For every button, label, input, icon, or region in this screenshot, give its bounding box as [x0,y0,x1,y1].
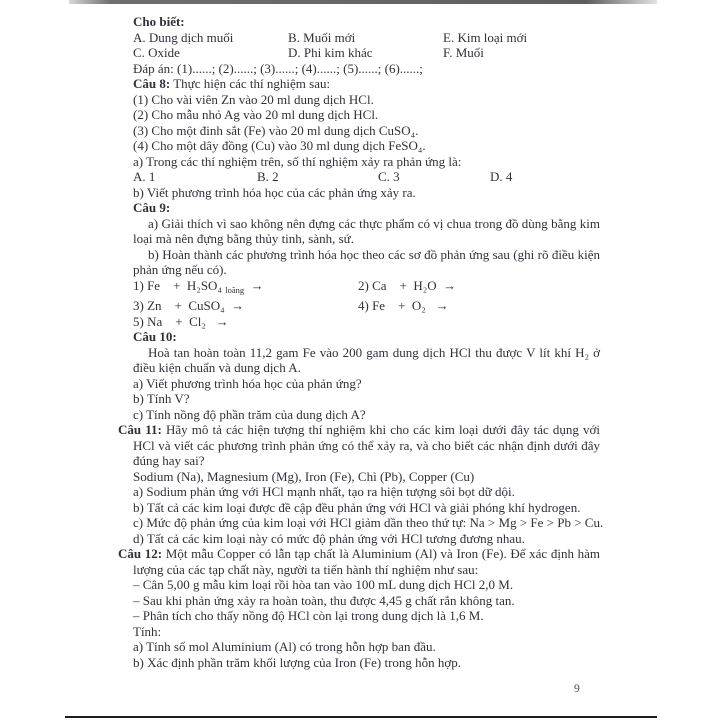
question-9-part-a: a) Giải thích vì sao không nên đựng các thực phẩm có vị chua trong đồ dùng bằng kim loại mà nên đựng bằng thủy tinh, sành, sứ. [133,215,600,246]
question-8-label: Câu 8: [133,76,171,91]
option-c: C. Oxide [133,45,180,60]
question-12-label: Câu 12: [118,546,163,561]
statement-item: a) Sodium phản ứng với HCl mạnh nhất, tạo ra hiện tượng sôi bọt dữ dội. [133,484,515,499]
option-a: A. Dung dịch muối [133,29,234,45]
question-10 [133,329,600,422]
compute-label: Tính: [133,623,162,639]
question-11-title: Hãy mô tả các hiện tượng thí nghiệm khi cho các kim loại dưới đây tác dụng với HCl và viết các phương trình phản ứng có thể xảy ra, và cho biết các nhận định dưới đây đúng hay sai? [133,422,600,468]
question-12-title: Một mẫu Copper có lẫn tạp chất là Aluminium (Al) và Iron (Fe). Để xác định hàm lượng của các tạp chất này, người ta tiến hành thí nghiệm như sau: [133,546,600,577]
equation-1 [133,278,358,299]
question-9-part-b: b) Hoàn thành các phương trình hóa học theo các sơ đồ phản ứng sau (ghi rõ điều kiện phản ứng nếu có). [133,246,600,277]
equation-1-arrow: → [244,277,264,293]
procedure-step: – Sau khi phản ứng xảy ra hoàn toàn, thu được 4,45 g chất rắn không tan. [133,592,515,608]
question-10-part-b: b) Tính V? [133,391,190,406]
question-10-part-a: a) Viết phương trình hóa học của phản ứng? [133,375,362,391]
option-e: E. Kim loại mới [443,29,528,45]
question-11-metal-list: Sodium (Na), Magnesium (Mg), Iron (Fe), Chì (Pb), Copper (Cu) [133,468,475,484]
given-options-heading: Cho biết: [133,14,185,29]
option-b: B. Muối mới [288,29,356,45]
equation-4: 4) Fe + O₂ → [358,298,449,313]
statement-item: d) Tất cả các kim loại này có mức độ phản ứng với HCl tương đương nhau. [133,530,525,546]
previous-page-edge [69,0,657,4]
equation-1-body: 1) Fe + H₂SO₄ [133,277,226,293]
statement-item: c) Mức độ phản ứng của kim loại với HCl giảm dần theo thứ tự: Na > Mg > Fe > Pb > Cu. [133,515,604,530]
page-bottom-edge [65,716,657,718]
procedure-step: – Cân 5,00 g mẫu kim loại rồi hòa tan vào 100 mL dung dịch HCl 2,0 M. [133,577,514,592]
question-9 [133,200,600,329]
equation-row [133,278,600,299]
question-8-header [133,76,600,92]
question-8-title: Thực hiện các thí nghiệm sau: [170,76,331,91]
question-8-part-b: b) Viết phương trình hóa học của các phản ứng xảy ra. [133,184,416,200]
choice-b: B. 2 [257,169,279,184]
procedure-step: – Phân tích cho thấy nồng độ HCl còn lại trong dung dịch là 1,6 M. [133,608,484,623]
option-f: F. Muối [443,45,484,60]
experiment-item: (3) Cho một đinh sắt (Fe) vào 20 ml dung dịch CuSO₄. [133,122,419,138]
experiment-item: (2) Cho mẫu nhỏ Ag vào 20 ml dung dịch HCl. [133,107,379,122]
equation-2: 2) Ca + H₂O → [358,277,457,293]
equation-row [133,314,600,330]
question-8-choices [133,169,600,185]
options-row-1 [133,30,600,46]
choice-a: A. 1 [133,169,156,184]
experiment-item: (4) Cho một dây đồng (Cu) vào 30 ml dung dịch FeSO₄. [133,138,426,153]
question-10-intro: Hoà tan hoàn toàn 11,2 gam Fe vào 200 gam dung dịch HCl thu được V lít khí H₂ ở điều kiện chuẩn và dung dịch A. [133,344,600,375]
question-11 [118,422,604,546]
task-item: a) Tính số mol Aluminium (Al) có trong hỗn hợp ban đầu. [133,639,436,654]
task-item: b) Xác định phần trăm khối lượng của Iron (Fe) trong hỗn hợp. [133,654,462,670]
equation-3: 3) Zn + CuSO₄ → [133,298,245,313]
choice-c: C. 3 [378,169,400,184]
question-12 [118,546,600,670]
answer-blanks-line: Đáp án: (1)......; (2)......; (3)......; (4)......; (5)......; (6)......; [133,60,423,76]
equation-blank [358,314,600,330]
page-number: 9 [574,683,580,695]
question-11-header [118,422,600,469]
option-d: D. Phi kim khác [288,45,373,60]
equation-row [133,298,600,314]
question-10-part-c: c) Tính nồng độ phần trăm của dung dịch A? [133,406,366,422]
options-row-2 [133,45,600,61]
question-12-header [118,546,600,577]
question-8 [133,76,600,200]
equation-1-condition: loãng [225,284,245,295]
question-9-label: Câu 9: [133,200,171,215]
question-8-part-a: a) Trong các thí nghiệm trên, số thí nghiệm xảy ra phản ứng là: [133,153,462,169]
equation-5: 5) Na + Cl₂ → [133,313,229,329]
choice-d: D. 4 [490,169,513,184]
question-10-label: Câu 10: [133,329,177,344]
experiment-item: (1) Cho vài viên Zn vào 20 ml dung dịch HCl. [133,91,374,107]
question-11-label: Câu 11: [118,422,162,437]
page-content [118,14,604,670]
statement-item: b) Tất cả các kim loại được đề cập đều phản ứng với HCl và giải phóng khí hydrogen. [133,499,581,515]
